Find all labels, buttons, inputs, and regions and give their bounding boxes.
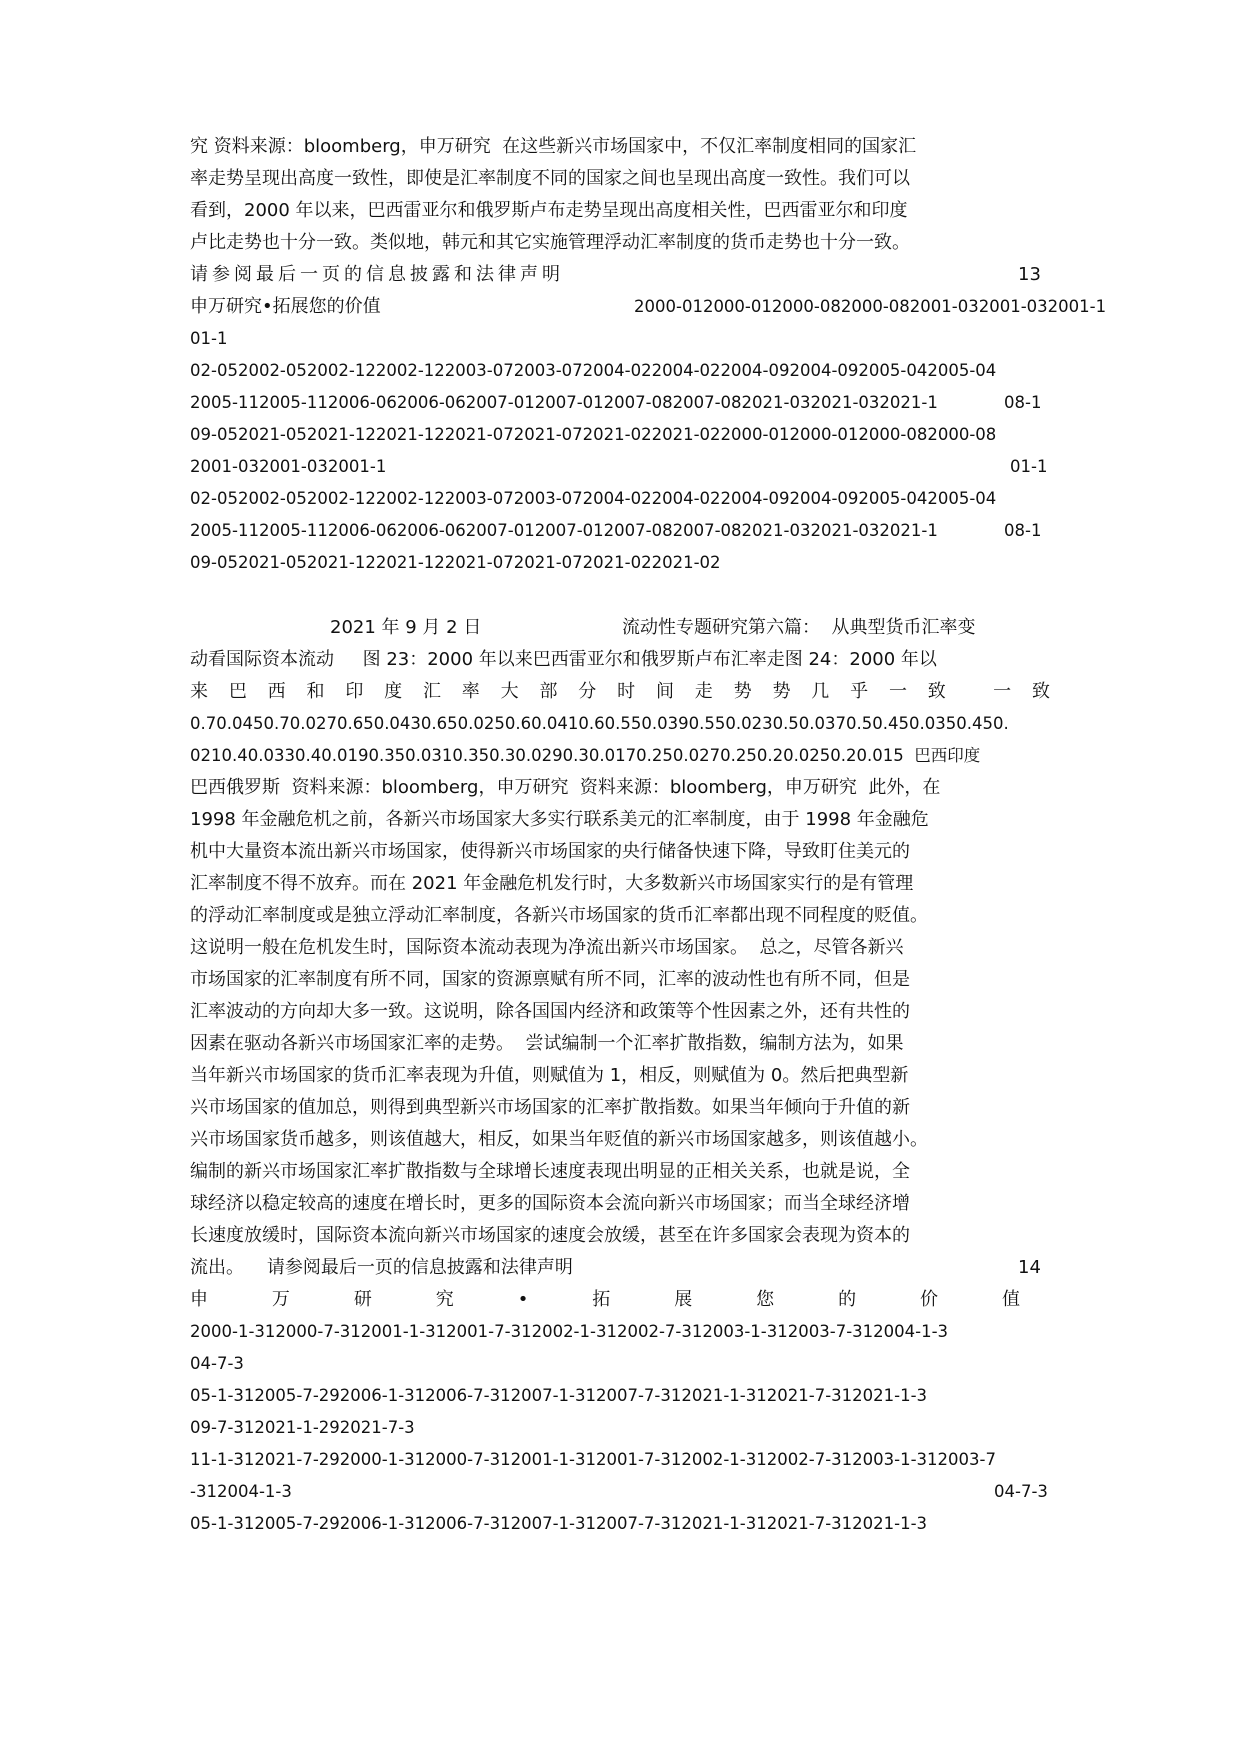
text-line: 编制的新兴市场国家汇率扩散指数与全球增长速度表现出明显的正相关关系，也就是说，全 [190,1161,910,1182]
text-line: 的浮动汇率制度或是独立浮动汇率制度，各新兴市场国家的货币汇率都出现不同程度的贬值。 [190,905,928,926]
axis-labels-text: 04-7-3 [994,1482,1048,1501]
axis-labels-text: 05-1-312005-7-292006-1-312006-7-312007-1-312007-7-312021-1-312021-7-312021-1-3 [190,1386,928,1405]
text-line: 兴市场国家的值加总，则得到典型新兴市场国家的汇率扩散指数。如果当年倾向于升值的新 [190,1097,910,1118]
text-line: 1998 年金融危机之前，各新兴市场国家大多实行联系美元的汇率制度，由于 1998 年金融危 [190,809,929,830]
axis-labels-text: 09-052021-052021-122021-122021-072021-072021-022021-022000-012000-012000-082000-08 [190,425,997,444]
text-line: 当年新兴市场国家的货币汇率表现为升值，则赋值为 1，相反，则赋值为 0。然后把典型新 [190,1065,909,1086]
disclaimer-text: 流出。 请参阅最后一页的信息披露和法律声明 [190,1257,573,1278]
text-line: 这说明一般在危机发生时，国际资本流动表现为净流出新兴市场国家。 总之，尽管各新兴 [190,937,904,958]
text-line: 兴市场国家货币越多，则该值越大，相反，如果当年贬值的新兴市场国家越多，则该值越小。 [190,1129,928,1150]
text-line: 巴西俄罗斯 资料来源：bloomberg，申万研究 资料来源：bloomberg，申万研究 此外，在 [190,777,941,798]
page-number: 14 [1018,1257,1041,1278]
axis-labels-text: 08-1 [1004,521,1042,540]
axis-labels-text: 2005-112005-112006-062006-062007-012007-012007-082007-082021-032021-032021-1 [190,521,938,540]
disclaimer-text: 请参阅最后一页的信息披露和法律声明 [190,264,564,285]
text-line: 究 资料来源：bloomberg，申万研究 在这些新兴市场国家中，不仅汇率制度相同的国家汇 [190,136,917,157]
text-line: 汇率制度不得不放弃。而在 2021 年金融危机发行时，大多数新兴市场国家实行的是有管理 [190,873,914,894]
axis-labels-text: 04-7-3 [190,1354,244,1373]
axis-labels-text: 02-052002-052002-122002-122003-072003-072004-022004-022004-092004-092005-042005-04 [190,361,997,380]
axis-labels-text: 0210.40.0330.40.0190.350.0310.350.30.0290.30.0170.250.0270.250.20.0250.20.015 巴西印度 [190,746,981,765]
text-line: 汇率波动的方向却大多一致。这说明，除各国国内经济和政策等个性因素之外，还有共性的 [190,1001,910,1022]
text-line: 卢比走势也十分一致。类似地，韩元和其它实施管理浮动汇率制度的货币走势也十分一致。 [190,232,910,253]
axis-labels-text: 2001-032001-032001-1 [190,457,387,476]
text-line: 因素在驱动各新兴市场国家汇率的走势。 尝试编制一个汇率扩散指数，编制方法为，如果 [190,1033,904,1054]
axis-labels-text: 0.70.0450.70.0270.650.0430.650.0250.60.0410.60.550.0390.550.0230.50.0370.50.450.0350.450. [190,714,1009,733]
text-line: 看到，2000 年以来，巴西雷亚尔和俄罗斯卢布走势呈现出高度相关性，巴西雷亚尔和印度 [190,200,908,221]
report-date: 2021 年 9 月 2 日 [330,617,482,638]
footer-brand: 申万研究•拓展您的价值 [190,296,381,317]
axis-labels-text: 11-1-312021-7-292000-1-312000-7-312001-1-312001-7-312002-1-312002-7-312003-1-312003-7 [190,1450,996,1469]
text-line: 来巴西和印度汇率大部分时间走势势几乎一致 一致 [190,681,1050,702]
axis-labels-text: 05-1-312005-7-292006-1-312006-7-312007-1-312007-7-312021-1-312021-7-312021-1-3 [190,1514,928,1533]
axis-labels-text: 01-1 [190,329,228,348]
axis-labels-text: 09-052021-052021-122021-122021-072021-072021-022021-02 [190,553,721,572]
text-line: 长速度放缓时，国际资本流向新兴市场国家的速度会放缓，甚至在许多国家会表现为资本的 [190,1225,910,1246]
text-line: 率走势呈现出高度一致性，即使是汇率制度不同的国家之间也呈现出高度一致性。我们可以 [190,168,910,189]
footer-brand: 申万研究•拓展您的价值 [190,1289,1050,1310]
axis-labels-text: 2005-112005-112006-062006-062007-012007-012007-082007-082021-032021-032021-1 [190,393,938,412]
text-line: 动看国际资本流动 图 23：2000 年以来巴西雷亚尔和俄罗斯卢布汇率走图 24：2000 年以 [190,649,937,670]
text-line: 机中大量资本流出新兴市场国家，使得新兴市场国家的央行储备快速下降，导致盯住美元的 [190,841,910,862]
axis-labels-text: 2000-1-312000-7-312001-1-312001-7-312002-1-312002-7-312003-1-312003-7-312004-1-3 [190,1322,949,1341]
report-title: 流动性专题研究第六篇： 从典型货币汇率变 [622,617,976,638]
axis-labels-text: 01-1 [1010,457,1048,476]
axis-labels-text: 2000-012000-012000-082000-082001-032001-032001-1 [634,297,1107,316]
axis-labels-text: 08-1 [1004,393,1042,412]
axis-labels-text: 09-7-312021-1-292021-7-3 [190,1418,415,1437]
page-number: 13 [1018,264,1041,285]
axis-labels-text: 02-052002-052002-122002-122003-072003-072004-022004-022004-092004-092005-042005-04 [190,489,997,508]
axis-labels-text: -312004-1-3 [190,1482,292,1501]
text-line: 球经济以稳定较高的速度在增长时，更多的国际资本会流向新兴市场国家；而当全球经济增 [190,1193,910,1214]
text-line: 市场国家的汇率制度有所不同，国家的资源禀赋有所不同，汇率的波动性也有所不同，但是 [190,969,910,990]
